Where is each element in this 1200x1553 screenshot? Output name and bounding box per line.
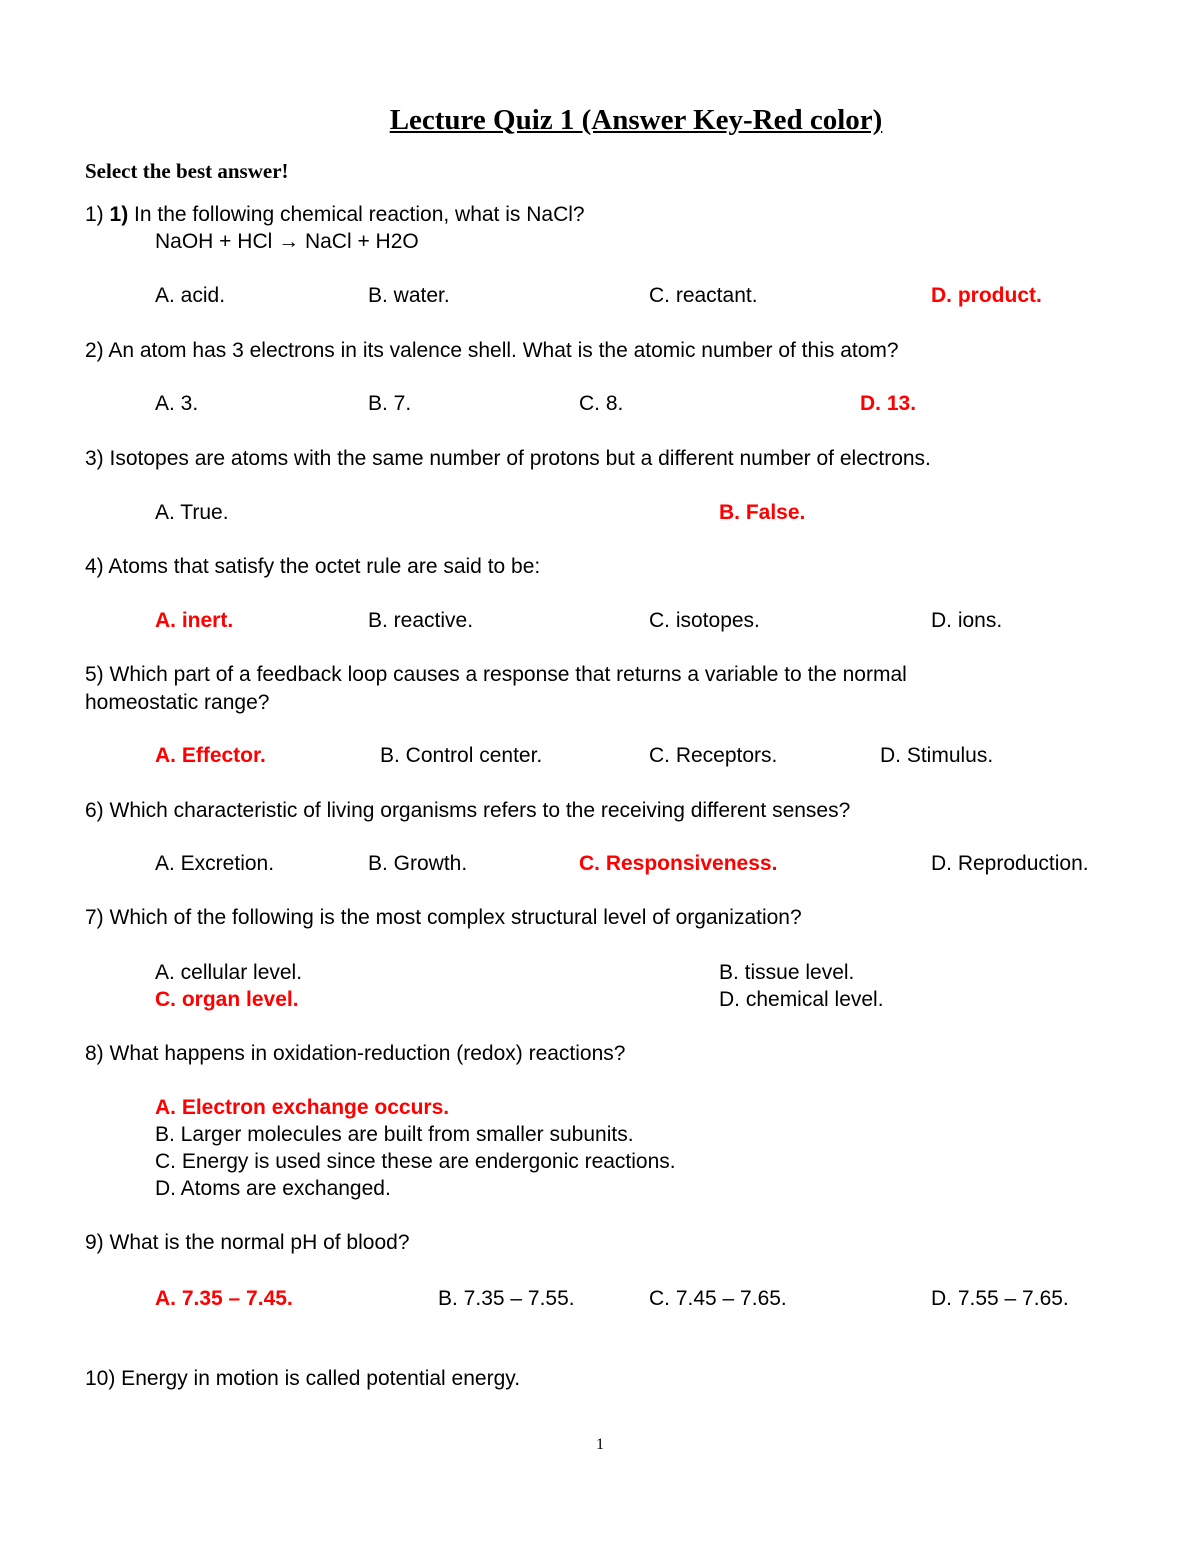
- question-9: 9) What is the normal pH of blood?: [85, 1231, 410, 1254]
- q9-option-a-correct: A. 7.35 – 7.45.: [155, 1287, 293, 1310]
- q8-option-b: B. Larger molecules are built from smaller subunits.: [155, 1123, 634, 1146]
- instructions: Select the best answer!: [85, 159, 289, 183]
- q3-option-a: A. True.: [155, 501, 229, 524]
- document-title: Lecture Quiz 1 (Answer Key-Red color): [389, 104, 883, 136]
- q4-option-d: D. ions.: [931, 609, 1003, 632]
- q2-option-a: A. 3.: [155, 392, 199, 415]
- q1-option-a: A. acid.: [155, 284, 226, 307]
- q9-option-c: C. 7.45 – 7.65.: [649, 1287, 787, 1310]
- question-4: 4) Atoms that satisfy the octet rule are said to be:: [85, 555, 541, 578]
- question-1-prefix: 1): [85, 203, 110, 226]
- q6-option-b: B. Growth.: [368, 852, 468, 875]
- q6-option-a: A. Excretion.: [155, 852, 275, 875]
- question-5-line-2: homeostatic range?: [85, 691, 270, 714]
- q2-option-d-correct: D. 13.: [860, 392, 917, 415]
- q2-option-b: B. 7.: [368, 392, 412, 415]
- q4-option-c: C. isotopes.: [649, 609, 760, 632]
- q9-option-b: B. 7.35 – 7.55.: [438, 1287, 575, 1310]
- question-10: 10) Energy in motion is called potential energy.: [85, 1367, 521, 1390]
- q2-option-c: C. 8.: [579, 392, 624, 415]
- question-1-equation: NaOH + HCl → NaCl + H2O: [155, 230, 419, 253]
- q1-option-b: B. water.: [368, 284, 450, 307]
- q7-option-d: D. chemical level.: [719, 988, 884, 1011]
- q7-option-a: A. cellular level.: [155, 961, 303, 984]
- question-7: 7) Which of the following is the most complex structural level of organization?: [85, 906, 802, 929]
- q8-option-d: D. Atoms are exchanged.: [155, 1177, 391, 1200]
- question-8: 8) What happens in oxidation-reduction (redox) reactions?: [85, 1042, 626, 1065]
- q7-option-c-correct: C. organ level.: [155, 988, 299, 1011]
- q6-option-d: D. Reproduction.: [931, 852, 1089, 875]
- question-5-line-1: 5) Which part of a feedback loop causes a response that returns a variable to the normal: [85, 663, 907, 686]
- question-1-number: 1): [109, 203, 129, 226]
- q5-option-b: B. Control center.: [380, 744, 543, 767]
- q6-option-c-correct: C. Responsiveness.: [579, 852, 778, 875]
- q8-option-a-correct: A. Electron exchange occurs.: [155, 1096, 450, 1119]
- q5-option-d: D. Stimulus.: [880, 744, 994, 767]
- question-1-text: In the following chemical reaction, what is NaCl?: [128, 203, 585, 226]
- q4-option-b: B. reactive.: [368, 609, 474, 632]
- question-6: 6) Which characteristic of living organisms refers to the receiving different senses?: [85, 799, 851, 822]
- question-1: [85, 202, 585, 228]
- q7-option-b: B. tissue level.: [719, 961, 855, 984]
- q3-option-b-correct: B. False.: [719, 501, 806, 524]
- q5-option-a-correct: A. Effector.: [155, 744, 266, 767]
- question-3: 3) Isotopes are atoms with the same number of protons but a different number of electrons.: [85, 447, 931, 470]
- q4-option-a-correct: A. inert.: [155, 609, 234, 632]
- q5-option-c: C. Receptors.: [649, 744, 778, 767]
- q9-option-d: D. 7.55 – 7.65.: [931, 1287, 1069, 1310]
- q8-option-c: C. Energy is used since these are endergonic reactions.: [155, 1150, 676, 1173]
- page-number: 1: [596, 1436, 604, 1453]
- question-2: 2) An atom has 3 electrons in its valence shell. What is the atomic number of this atom?: [85, 339, 899, 362]
- q1-option-c: C. reactant.: [649, 284, 758, 307]
- q1-option-d-correct: D. product.: [931, 284, 1042, 307]
